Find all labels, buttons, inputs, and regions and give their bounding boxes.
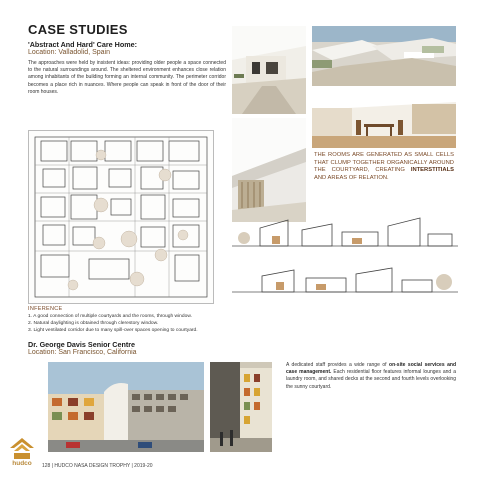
case1-title: 'Abstract And Hard' Care Home:	[28, 40, 137, 49]
logo-text: hudco	[12, 460, 32, 467]
page-footer: 128 | HUDCO NASA DESIGN TROPHY | 2019-20	[42, 463, 153, 469]
list-item: 3. Light ventilated corridor due to many spill-over spaces opening to courtyard.	[28, 328, 198, 333]
list-item: 2. Natural daylighting is obtained through clerestory window.	[28, 321, 159, 326]
inference-list	[28, 313, 198, 334]
interior-corridor-photo	[232, 118, 306, 222]
interior-dining-photo	[312, 88, 456, 148]
aerial-courtyard-photo	[312, 26, 456, 86]
courtyard-photo-1	[232, 26, 306, 114]
page-title: CASE STUDIES	[28, 22, 128, 37]
list-item: 1. A good connection of multiple courtyards and the rooms, through window.	[28, 314, 192, 319]
case2-location: Location: San Francisco, California	[28, 349, 137, 356]
case2-title: Dr. George Davis Senior Centre	[28, 340, 136, 349]
inference-heading: INFERENCE	[28, 306, 63, 312]
senior-centre-facade-photo	[210, 362, 272, 452]
hudco-logo	[8, 436, 36, 470]
case1-description: The approaches were held by insistent ideas: providing older people a space connected to the natural surroundings around. The sheltered environment enhances close relation among inhabitants of the building forming an internal community. The perimeter corridor becomes a place rich in nuances. Where people can speak in front of the door of their room houses.	[28, 60, 226, 95]
building-section-2	[232, 262, 458, 306]
building-section-1	[232, 210, 458, 260]
case1-location: Location: Valladolid, Spain	[28, 49, 110, 56]
floor-plan-drawing	[28, 130, 214, 304]
case2-description: A dedicated staff provides a wide range of on-site social services and case management. Each residential floor features informal lounges and a laundry room, and shared decks at the second and fourth levels overlooking the sunny courtyard.	[286, 362, 457, 390]
callout-interstitials: THE ROOMS ARE GENERATED AS SMALL CELLS THAT CLUMP TOGETHER ORGANICALLY AROUND THE COURTYARD, CREATING INTERSTITIALS AND AREAS OF RELATION.	[314, 152, 454, 181]
senior-centre-exterior-photo	[48, 362, 204, 452]
